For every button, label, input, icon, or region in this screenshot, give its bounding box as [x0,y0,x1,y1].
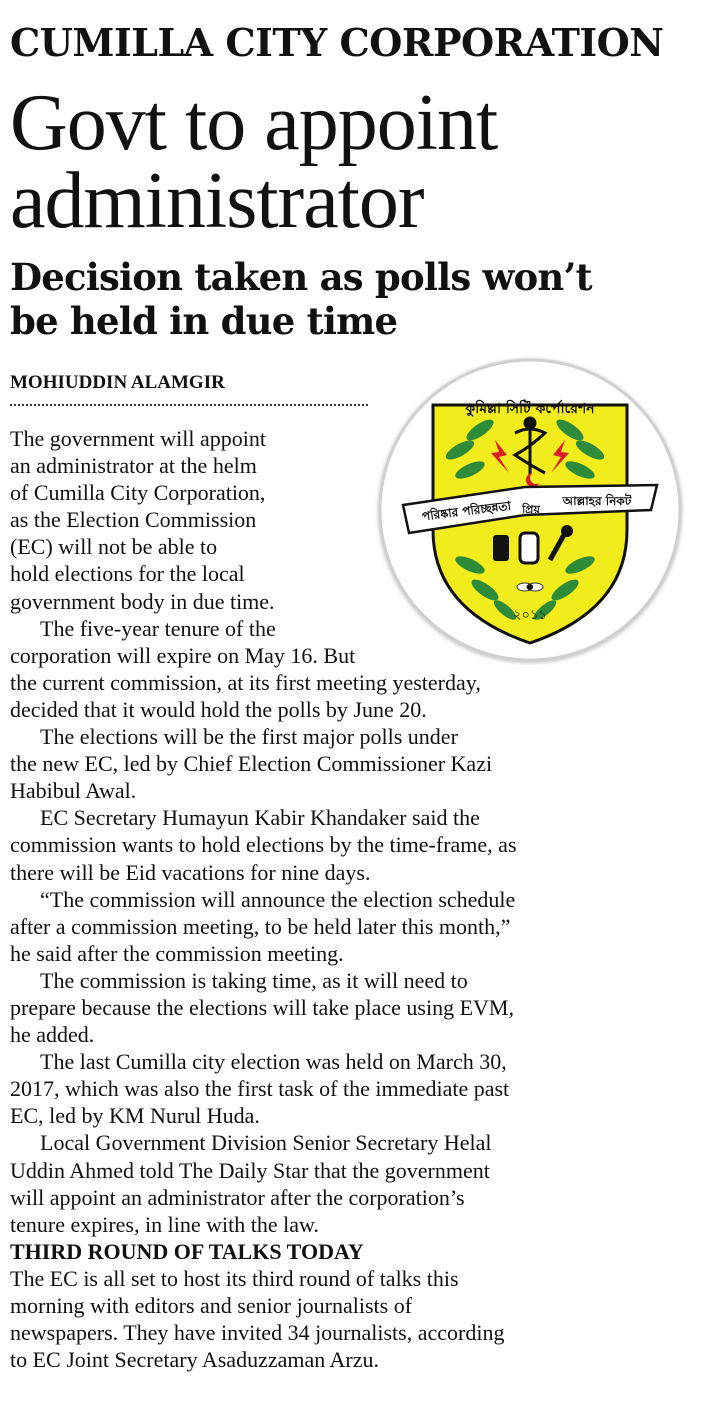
body-line: “The commission will announce the election schedule [40,886,516,912]
body-line: (EC) will not be able to [10,534,218,560]
banner-mid-text: প্রিয় [522,503,540,516]
body-line: the current commission, at its first meeting yesterday, [10,669,481,695]
body-line: The five-year tenure of the [40,615,276,641]
body-line: commission wants to hold elections by the time-frame, as [10,832,517,858]
body-line: newspapers. They have invited 34 journalists, according [10,1320,505,1346]
body-line: he added. [10,1022,95,1048]
body-line: to EC Joint Secretary Asaduzzaman Arzu. [10,1347,380,1373]
article-headline [10,79,700,245]
body-line: The commission is taking time, as it will need to [40,967,468,993]
section-subhead: THIRD ROUND OF TALKS TODAY [10,1238,364,1264]
logo-top-text: কুমিল্লা সিটি কর্পোরেশন [465,401,595,417]
body-line: morning with editors and senior journalists of [10,1293,413,1318]
body-line: an administrator at the helm [10,453,257,479]
article-body [10,425,700,1373]
body-line: corporation will expire on May 16. But [10,642,356,668]
body-line: The elections will be the first major polls under [40,724,458,750]
byline: MOHIUDDIN ALAMGIR [10,372,225,393]
banner-left-text: পরিষ্কার পরিচ্ছন্নতা [421,498,512,524]
body-line: government body in due time. [10,588,275,614]
body-line: tenure expires, in line with the law. [10,1211,319,1237]
body-line: Uddin Ahmed told The Daily Star that the government [10,1157,490,1183]
body-line: 2017, which was also the first task of the immediate past [10,1076,510,1102]
body-line: Local Government Division Senior Secretary Helal [40,1130,492,1156]
logo-year-text: ২০১১ [513,608,547,623]
headline-line: Govt to appoint [10,79,498,167]
body-line: EC, led by KM Nurul Huda. [10,1103,260,1129]
body-line: The last Cumilla city election was held on March 30, [40,1049,507,1075]
byline-divider [10,404,368,406]
deck-line: be held in due time [10,299,398,343]
body-line: he said after the commission meeting. [10,940,344,966]
body-line: will appoint an administrator after the corporation’s [10,1184,465,1210]
body-line: as the Election Commission [10,507,257,533]
body-line: decided that it would hold the polls by June 20. [10,696,427,722]
body-line: there will be Eid vacations for nine days. [10,859,371,885]
banner-right-text: আল্লাহর নিকট [562,494,632,508]
deck-line: Decision taken as polls won’t [10,255,592,299]
body-line: EC Secretary Humayun Kabir Khandaker said the [40,805,480,831]
body-line: Habibul Awal. [10,778,137,804]
body-line: The EC is all set to host its third round of talks this [10,1265,459,1291]
body-line: the new EC, led by Chief Election Commissioner Kazi [10,751,493,777]
body-line: The government will appoint [10,426,266,451]
body-line: prepare because the elections will take place using EVM, [10,994,514,1020]
body-line: after a commission meeting, to be held later this month,” [10,913,511,939]
headline-line: administrator [10,157,424,245]
body-line: of Cumilla City Corporation, [10,480,266,506]
body-line: hold elections for the local [10,561,245,587]
article-deck [10,255,700,343]
article-kicker: CUMILLA CITY CORPORATION [10,20,664,65]
